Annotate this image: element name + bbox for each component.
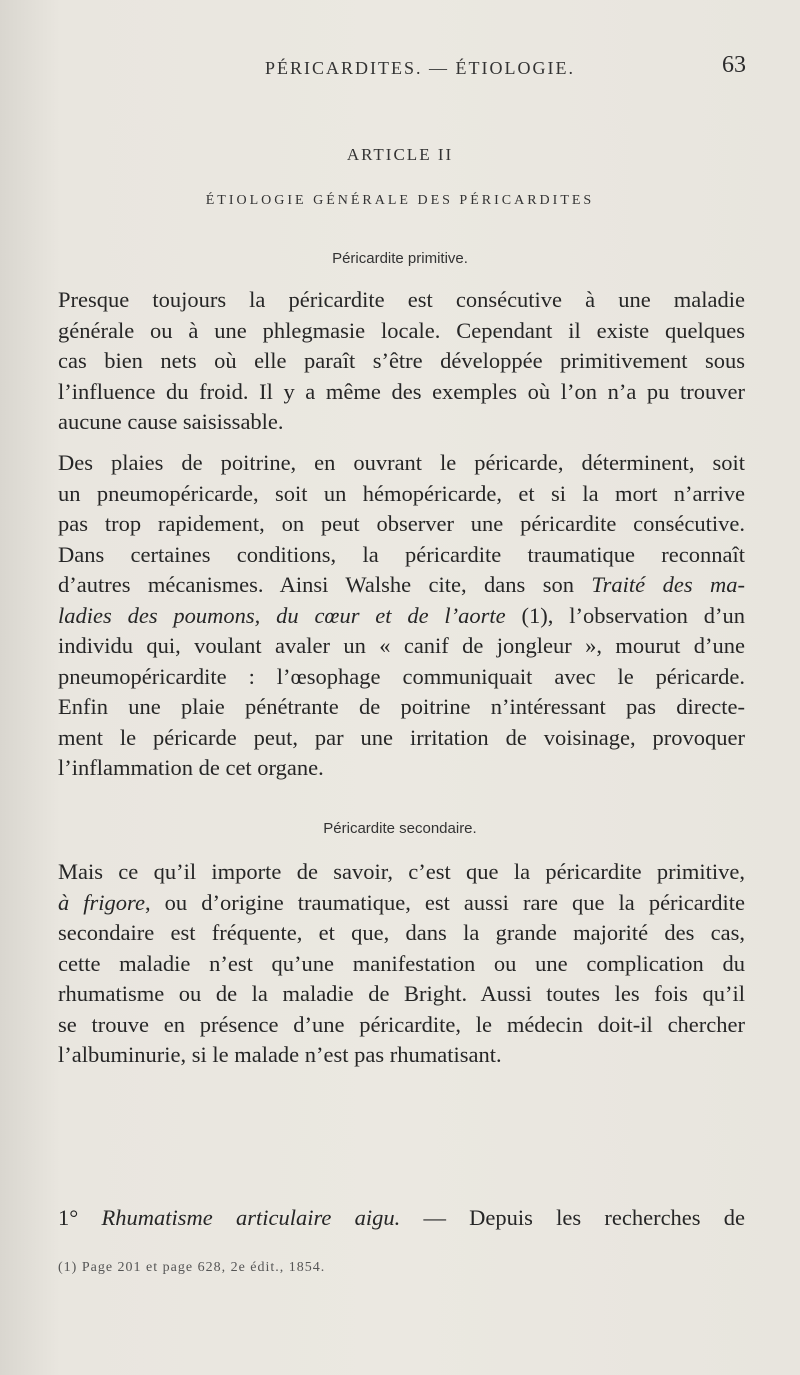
text-fragment: — Depuis les recherches de bbox=[423, 1205, 746, 1230]
page-header bbox=[0, 50, 800, 90]
paragraph-3 bbox=[58, 857, 745, 1071]
text-fragment: d’autres mécanismes. Ainsi Walshe cite, dans son bbox=[58, 572, 574, 597]
text-line: Mais ce qu’il importe de savoir, c’est que la péricardite primitive, bbox=[58, 859, 745, 884]
text-line: ment le péricarde peut, par une irritation de voisinage, provoquer bbox=[58, 724, 745, 750]
text-line: Enfin une plaie pénétrante de poitrine n’intéressant pas directe- bbox=[58, 694, 745, 719]
text-line: Dans certaines conditions, la péricardite traumatique reconnaît bbox=[58, 541, 745, 567]
text-line bbox=[58, 1203, 745, 1234]
text-line: un pneumopéricarde, soit un hémopéricarde, et si la mort n’arrive bbox=[58, 480, 745, 506]
text-line: cas bien nets où elle paraît s’être développée primitivement sous bbox=[58, 348, 745, 373]
article-subtitle: ÉTIOLOGIE GÉNÉRALE DES PÉRICARDITES bbox=[205, 193, 595, 208]
text-line: rhumatisme ou de la maladie de Bright. Aussi toutes les fois qu’il bbox=[58, 981, 745, 1006]
paragraph-1 bbox=[58, 285, 745, 438]
text-line bbox=[58, 601, 745, 632]
text-line: secondaire est fréquente, et que, dans la grande majorité des cas, bbox=[58, 920, 745, 945]
item-number: 1° bbox=[58, 1205, 79, 1230]
text-line bbox=[58, 570, 745, 601]
article-label: ARTICLE II bbox=[346, 145, 454, 164]
page-number: 63 bbox=[722, 52, 746, 78]
text-line: Des plaies de poitrine, en ouvrant le péricarde, déterminent, soit bbox=[58, 450, 745, 475]
text-line: l’influence du froid. Il y a même des exemples où l’on n’a pu trouver bbox=[58, 378, 745, 404]
text-line: aucune cause saisissable. bbox=[58, 409, 284, 434]
section-heading-secondary: Péricardite secondaire. bbox=[323, 820, 477, 837]
paragraph-2 bbox=[58, 448, 745, 784]
text-line: individu qui, voulant avaler un « canif de jongleur », mourut d’une bbox=[58, 633, 745, 658]
text-line: cette maladie n’est qu’une manifestation ou une complication du bbox=[58, 950, 745, 976]
text-line: l’inflammation de cet organe. bbox=[58, 755, 324, 780]
text-line: Presque toujours la péricardite est consécutive à une maladie bbox=[58, 287, 745, 312]
section-heading-primitive: Péricardite primitive. bbox=[332, 250, 468, 267]
text-line: pas trop rapidement, on peut observer une péricardite consécutive. bbox=[58, 511, 745, 536]
text-line: générale ou à une phlegmasie locale. Cependant il existe quelques bbox=[58, 317, 745, 343]
running-head: PÉRICARDITES. — ÉTIOLOGIE. bbox=[265, 58, 575, 78]
text-line: l’albuminurie, si le malade n’est pas rhumatisant. bbox=[58, 1042, 502, 1067]
paragraph-4 bbox=[58, 1203, 745, 1234]
latin-phrase-italic: à frigore bbox=[58, 889, 145, 915]
text-line bbox=[58, 888, 745, 919]
footnote: (1) Page 201 et page 628, 2e édit., 1854. bbox=[58, 1260, 326, 1275]
subsection-title-italic: Rhumatisme articulaire aigu. bbox=[101, 1205, 401, 1230]
book-title-italic: Traité des ma- bbox=[591, 572, 745, 597]
text-fragment: (1), l’observation d’un bbox=[521, 602, 746, 628]
book-title-italic: ladies des poumons, du cœur et de l’aorte bbox=[58, 602, 506, 628]
text-line: pneumopéricardite : l’œsophage communiquait avec le péricarde. bbox=[58, 663, 745, 689]
text-fragment: , ou d’origine traumatique, est aussi rare que la péricardite bbox=[144, 889, 746, 915]
text-line: se trouve en présence d’une péricardite, le médecin doit-il chercher bbox=[58, 1011, 745, 1037]
